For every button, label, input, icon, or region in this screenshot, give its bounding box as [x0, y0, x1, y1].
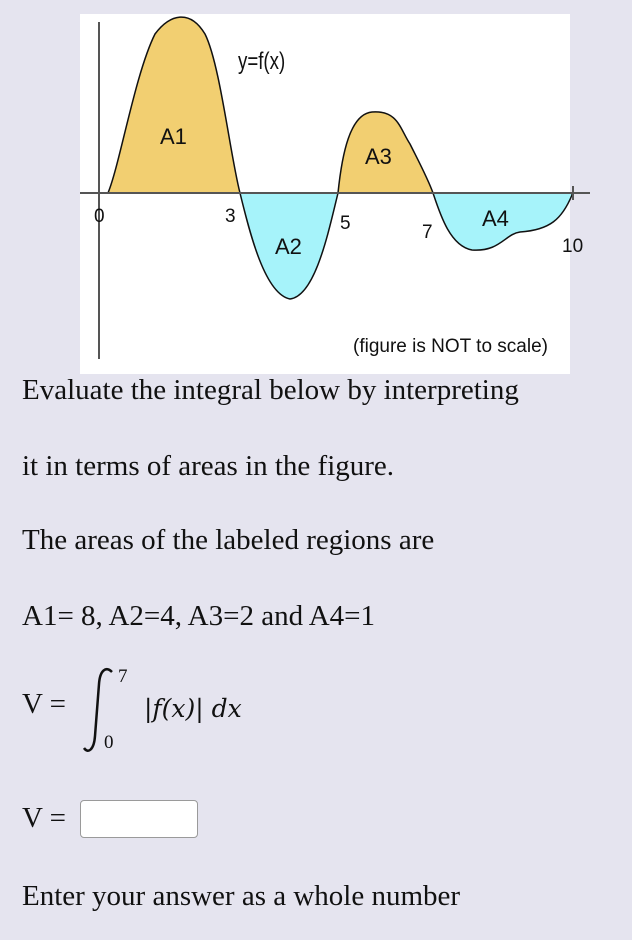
answer-row — [22, 800, 322, 844]
tick-label-5: 5 — [340, 213, 351, 234]
figure-caption: (figure is NOT to scale) — [353, 336, 548, 357]
tick-label-3: 3 — [225, 206, 236, 227]
question-line-1: Evaluate the integral below by interpreting — [22, 374, 519, 406]
tick-label-10: 10 — [562, 236, 584, 257]
region-a1 — [108, 17, 240, 193]
integral-sign-icon — [82, 664, 122, 758]
instruction-text: Enter your answer as a whole number — [22, 880, 461, 912]
integrand: |f(x)| dx — [144, 694, 242, 723]
tick-label-7: 7 — [422, 222, 433, 243]
integral-expression — [22, 660, 422, 760]
region-a4-label: A4 — [482, 206, 509, 231]
tick-label-0: 0 — [94, 206, 105, 227]
question-line-4: A1= 8, A2=4, A3=2 and A4=1 — [22, 600, 376, 632]
answer-label: V = — [22, 802, 67, 834]
region-a3-label: A3 — [365, 144, 392, 169]
question-line-2: it in terms of areas in the figure. — [22, 450, 395, 482]
function-label: y=f(x) — [238, 46, 286, 75]
answer-input[interactable] — [80, 800, 198, 838]
graph-svg — [80, 14, 584, 374]
question-line-3: The areas of the labeled regions are — [22, 524, 435, 556]
integral-upper-limit: 7 — [118, 666, 128, 687]
integral-lower-limit: 0 — [104, 732, 114, 753]
region-a2-label: A2 — [275, 234, 302, 259]
region-a1-label: A1 — [160, 124, 187, 149]
integral-lhs: V = — [22, 688, 67, 720]
graph-figure — [80, 14, 584, 374]
